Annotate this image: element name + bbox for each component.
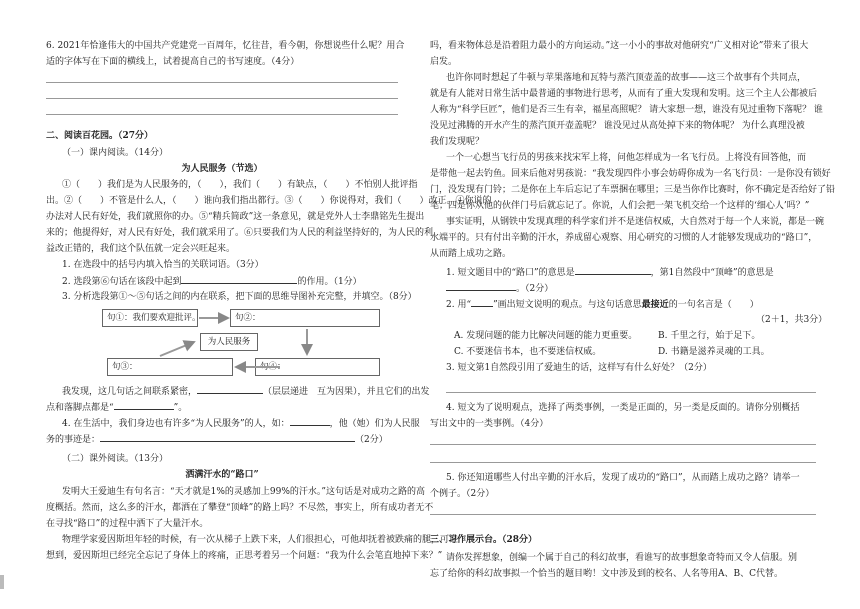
article2-para: 发明大王爱迪生有句名言：“天才就是1%的灵感加上99%的汗水。”这句话是对成功之路的高	[62, 487, 425, 497]
article2-cont: 我们发现呢？	[430, 137, 485, 147]
r-question-2: 2. 用“ ”画出短文说明的观点。与这句话意思最接近的一句名言是（ ）	[446, 296, 759, 313]
answer-blank[interactable]	[290, 415, 330, 426]
q2-score: （2＋1，共3分）	[756, 315, 828, 325]
option-c[interactable]: C. 不要迷信书本，也不要迷信权威。	[454, 347, 602, 357]
r-question-5: 5. 你还知道哪些人付出辛勤的汗水后，发现了成功的“路口”，从而踏上成功之路？请举一	[446, 473, 800, 483]
option-d[interactable]: D. 书籍是滋养灵魂的工具。	[658, 347, 770, 357]
section3-prompt: 请你发挥想象，创编一个属于自己的科幻故事，看谁写的故事想象奇特而又令人信服。别	[446, 553, 798, 563]
mind-map-sentence-2[interactable]: 句②：	[230, 309, 380, 327]
article2-cont: 水端平的。只有付出辛勤的汗水，养成留心观察、用心研究的习惯的人才能够发现成功的“路口”，	[430, 233, 818, 243]
question-2: 2. 选段第⑥句话在该段中起到 的作用。（1分）	[62, 273, 362, 290]
answer-line[interactable]	[430, 514, 816, 515]
article2-cont: 一个一心想当飞行员的男孩来找宋军上将，问他怎样成为一名飞行员。上将没有回答他，而	[446, 153, 807, 163]
question-1: 1. 在选段中的括号内填入恰当的关联词语。（3分）	[62, 260, 264, 270]
mind-map-sentence-1: 句①：我们要欢迎批评。	[102, 309, 198, 327]
answer-line[interactable]	[430, 462, 816, 463]
article-para: 出。②（ ）不管是什么人，（ ）谁向我们指出都行。③（ ）你说得对，我们（ ）改正。④你说的	[46, 196, 492, 206]
article2-cont: 没见过沸腾的开水产生的蒸汽顶开壶盖呢？ 谁没见过从高处掉下来的物体呢？ 为什么真理没被	[430, 121, 805, 131]
mind-map-sentence-3[interactable]: 句③：	[107, 358, 233, 376]
article-title: 为人民服务（节选）	[181, 164, 263, 174]
underline-sample	[471, 296, 493, 307]
article2-cont: 从而踏上成功之路。	[430, 249, 512, 259]
r-question-1: 1. 短文题目中的“路口”的意思是 ，第1自然段中“顶峰”的意思是	[446, 264, 774, 281]
article2-cont: 也许你同时想起了牛顿与苹果落地和瓦特与蒸汽顶壶盖的故事——这三个故事有个共同点，	[446, 73, 807, 83]
mind-map-sentence-4[interactable]: 句④：	[255, 358, 380, 376]
section3-title: 三、习作展示台。（28分）	[430, 535, 538, 545]
part2-title: （二）课外阅读。（13分）	[62, 454, 168, 464]
answer-line[interactable]	[446, 392, 816, 393]
article-para: ①（ ）我们是为人民服务的，（ ），我们（ ）有缺点，（ ）不怕别人批评指	[62, 180, 418, 190]
answer-blank[interactable]	[114, 399, 174, 410]
article2-para: 在寻找“路口”的过程中洒下了大量汗水。	[46, 519, 209, 529]
article2-para: 度概括。然而，这么多的汗水，都洒在了攀登“顶峰”的路上吗？不尽然，事实上，所有成功者无不	[46, 503, 434, 513]
question-4: 4. 在生活中，我们身边也有许多“为人民服务”的人，如： ，他（她）们为人民服	[62, 415, 420, 432]
q6-line1: 6. 2021年恰逢伟大的中国共产党建党一百周年，忆往昔，看今朝，你想说些什么呢？用合	[46, 41, 405, 51]
article2-cont: 人称为“科学巨匠”，他们是否三生有幸，福星高照呢？ 请大家想一想，谁没有见过重物下落呢？ 谁	[430, 105, 823, 115]
article2-cont: 是带他一起去钓鱼。回来后他对男孩说：“我发现四件小事会妨碍你成为一名飞行员：一是你没有锁好	[430, 169, 831, 179]
article2-cont: 启发。	[430, 57, 458, 67]
page-edge	[0, 575, 4, 589]
r-question-5-cont: 个例子。（2分）	[430, 489, 495, 499]
article2-cont: 门，没发现有门铃；二是你在上车后忘记了车票捆在哪里；三是当你作比赛时，你不确定是否给好了铅	[430, 185, 836, 195]
r-question-4-cont: 写出文中的一类事例。（4分）	[430, 419, 549, 429]
article-para: 益改正错的，我们这个队伍就一定会兴旺起来。	[46, 244, 236, 254]
r-question-3: 3. 短文第1自然段引用了爱迪生的话，这样写有什么好处？（2分）	[446, 363, 712, 373]
option-b[interactable]: B. 千里之行，始于足下。	[658, 331, 761, 341]
r-question-1-cont: 。（2分）	[446, 280, 553, 297]
article2-cont: 笔；四是你从他的伙伴门号后就忘记了。你说，人们会把一架飞机交给一个这样的‘细心人’吗？”	[430, 201, 810, 211]
q6-line2: 适的字体写在下面的横线上，试着提高自己的书写速度。（4分）	[46, 57, 300, 67]
right-page	[430, 0, 860, 609]
article-para: 办法对人民有好处，我们就照你的办。⑤“精兵简政”这一条意见，就是党外人士李鼎铭先生提出	[46, 212, 425, 222]
question-3: 3. 分析选段第①～⑤句话之间的内在联系，把下面的思维导图补充完整，并填空。（8分）	[62, 292, 417, 302]
option-a[interactable]: A. 发现问题的能力比解决问题的能力更重要。	[454, 331, 638, 341]
mind-map-center: 为人民服务	[200, 333, 258, 351]
article2-cont: 事实证明，从钢铁中发现真理的科学家们并不是迷信权威，大自然对于每一个人来说，都是一碗	[446, 217, 825, 227]
answer-line[interactable]	[430, 444, 816, 445]
article2-para: 物理学家爱因斯坦年轻的时候，有一次从梯子上跌下来，人们很担心，可他却抚着被跌痛的腿，可谁	[62, 535, 459, 545]
article2-title: 洒满汗水的“路口”	[185, 470, 259, 480]
answer-blank[interactable]	[197, 383, 263, 394]
answer-blank[interactable]	[100, 431, 355, 442]
answer-blank[interactable]	[446, 280, 516, 291]
part1-title: （一）课内阅读。（14分）	[62, 148, 168, 158]
article2-cont: 吗，看来物体总是沿着阻力最小的方向运动。”这一小小的事故对他研究“广义相对论”带来了很大	[430, 41, 809, 51]
question-4-cont: 务的事迹是： （2分）	[46, 431, 388, 448]
section3-prompt: 忘了给你的科幻故事拟一个恰当的题目哟！文中涉及到的校名、人名等用A、B、C代替。	[430, 569, 784, 579]
section2-title: 二、阅读百花园。（27分）	[46, 131, 154, 141]
article-para: 来的；他提得好，对人民有好处，我们就采用了。⑥只要我们为人民的利益坚持好的，为人民的利	[46, 228, 434, 238]
find-line: 我发现，这几句话之间联系紧密， （层层递进 互为因果），并且它们的出发	[62, 383, 430, 400]
article2-cont: 就是有人能对日常生活中最普通的事物进行思考，从而有了重大发现和发明。这三个主人公都被后	[430, 89, 818, 99]
article2-para: 想到，爱因斯坦已经完全忘记了身体上的疼痛，正思考着另一个问题：“我为什么会笔直地掉下来？”	[46, 551, 443, 561]
r-question-4: 4. 短文为了说明观点，选择了两类事例，一类是正面的，另一类是反面的。请你分别概括	[446, 403, 800, 413]
find-line-2: 点和落脚点都是“ ”。	[46, 399, 187, 416]
answer-blank[interactable]	[575, 264, 651, 275]
